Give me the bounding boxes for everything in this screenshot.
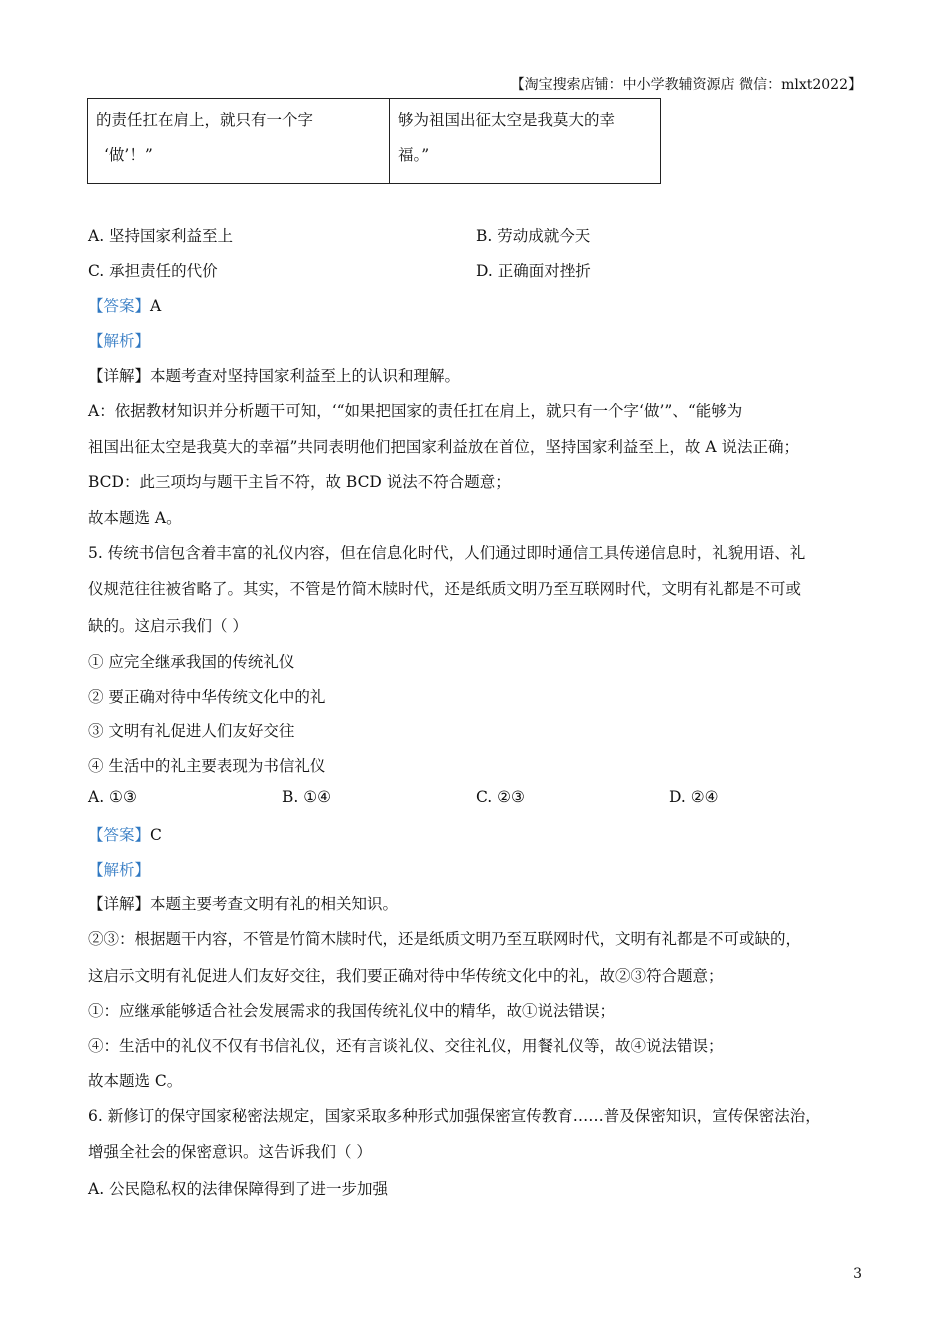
q5-stem-line: 仪规范往往被省略了。其实，不管是竹简木牍时代，还是纸质文明乃至互联网时代，文明有礼都是不可或 — [88, 580, 802, 598]
q5-detail-line: ①：应继承能够适合社会发展需求的我国传统礼仪中的精华，故①说法错误； — [88, 1002, 616, 1020]
quote-fragment-table — [87, 98, 661, 184]
q5-stem-line: 5. 传统书信包含着丰富的礼仪内容，但在信息化时代，人们通过即时通信工具传递信息时，礼貌用语、礼 — [88, 544, 806, 562]
answer-value: C — [150, 826, 162, 844]
q6-stem-line: 6. 新修订的保守国家秘密法规定，国家采取多种形式加强保密宣传教育……普及保密知识，宣传保密法治， — [88, 1107, 821, 1125]
table-cell-left — [88, 99, 390, 184]
table-cell-line: 福。” — [398, 146, 430, 164]
answer-tag: 【答案】 — [88, 297, 151, 315]
table-cell-line: 够为祖国出征太空是我莫大的幸 — [398, 111, 616, 129]
answer-tag: 【答案】 — [88, 826, 151, 844]
q5-analysis-tag: 【解析】 — [88, 861, 151, 879]
q4-option-a: A. 坚持国家利益至上 — [88, 227, 234, 245]
q5-option-c: C. ②③ — [476, 788, 525, 806]
q5-option-a: A. ①③ — [88, 788, 137, 806]
q4-answer — [88, 294, 161, 316]
q5-statement: ③ 文明有礼促进人们友好交往 — [88, 722, 295, 740]
q5-stem-line: 缺的。这启示我们（ ） — [88, 617, 248, 635]
q4-detail-line: BCD：此三项均与题干主旨不符，故 BCD 说法不符合题意； — [88, 473, 511, 491]
q4-option-d: D. 正确面对挫折 — [476, 262, 591, 280]
q4-detail-line: 【详解】本题考查对坚持国家利益至上的认识和理解。 — [88, 367, 461, 385]
q4-detail-line: 祖国出征太空是我莫大的幸福”共同表明他们把国家利益放在首位，坚持国家利益至上，故 A 说法正确； — [88, 438, 799, 456]
q5-detail-line: 【详解】本题主要考查文明有礼的相关知识。 — [88, 895, 399, 913]
q5-detail-line: ④：生活中的礼仪不仅有书信礼仪，还有言谈礼仪、交往礼仪，用餐礼仪等，故④说法错误； — [88, 1037, 724, 1055]
q5-answer — [88, 823, 162, 845]
answer-value: A — [150, 297, 162, 315]
q4-analysis-tag: 【解析】 — [88, 332, 151, 350]
q4-detail-line: A：依据教材知识并分析题干可知，‘“如果把国家的责任扛在肩上，就只有一个字‘做’”、“能够为 — [88, 402, 743, 420]
q5-statement: ④ 生活中的礼主要表现为书信礼仪 — [88, 757, 326, 775]
table-cell-line: 的责任扛在肩上，就只有一个字 — [96, 111, 314, 129]
q5-detail-line: ②③：根据题干内容，不管是竹简木牍时代，还是纸质文明乃至互联网时代，文明有礼都是不可或缺的， — [88, 930, 802, 948]
q4-option-c: C. 承担责任的代价 — [88, 262, 218, 280]
q5-option-b: B. ①④ — [282, 788, 332, 806]
q4-detail-line: 故本题选 A。 — [88, 509, 182, 527]
q5-detail-line: 这启示文明有礼促进人们友好交往，我们要正确对待中华传统文化中的礼，故②③符合题意； — [88, 967, 724, 985]
q5-option-d: D. ②④ — [669, 788, 719, 806]
q4-option-b: B. 劳动成就今天 — [476, 227, 591, 245]
table-cell-right — [390, 99, 661, 184]
page-number: 3 — [853, 1266, 862, 1282]
q5-statement: ① 应完全继承我国的传统礼仪 — [88, 653, 295, 671]
q6-stem-line: 增强全社会的保密意识。这告诉我们（ ） — [88, 1143, 372, 1161]
q5-detail-line: 故本题选 C。 — [88, 1072, 183, 1090]
page-header: 【淘宝搜索店铺：中小学教辅资源店 微信：mlxt2022】 — [510, 77, 862, 93]
q6-option-a: A. 公民隐私权的法律保障得到了进一步加强 — [88, 1180, 389, 1198]
q5-statement: ② 要正确对待中华传统文化中的礼 — [88, 688, 326, 706]
table-cell-line: ‘做’！” — [104, 146, 153, 164]
